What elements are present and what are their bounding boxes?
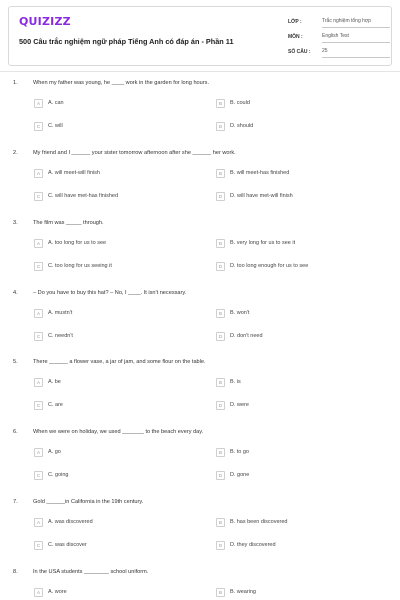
- option-text: A. can: [48, 100, 64, 106]
- meta-key: MÔN :: [288, 34, 303, 40]
- option-letter-box: C: [34, 541, 43, 550]
- option-b[interactable]: [216, 238, 295, 248]
- question-number: 5.: [13, 359, 18, 365]
- option-c[interactable]: [34, 470, 69, 480]
- option-letter-box: C: [34, 262, 43, 271]
- meta-key: SỐ CÂU :: [288, 49, 311, 55]
- option-letter-box: B: [216, 239, 225, 248]
- option-letter-box: C: [34, 471, 43, 480]
- meta-row-question-count: [288, 43, 390, 58]
- option-letter-box: A: [34, 518, 43, 527]
- option-text: D. too long enough for us to see: [230, 263, 309, 269]
- option-b[interactable]: [216, 447, 249, 457]
- option-c[interactable]: [34, 400, 63, 410]
- option-text: C. will: [48, 123, 63, 129]
- option-letter-box: B: [216, 309, 225, 318]
- option-letter-box: D: [216, 541, 225, 550]
- option-text: A. go: [48, 449, 61, 455]
- option-text: C. too long for us seeing it: [48, 263, 112, 269]
- question-number: 1.: [13, 80, 18, 86]
- option-letter-box: A: [34, 309, 43, 318]
- option-a[interactable]: [34, 447, 61, 457]
- meta-value: English Test: [322, 33, 390, 43]
- question-number: 3.: [13, 220, 18, 226]
- option-text: D. they discovered: [230, 542, 276, 548]
- option-text: C. going: [48, 472, 69, 478]
- meta-value: Trắc nghiệm tổng hợp: [322, 18, 390, 28]
- worksheet-header: [8, 6, 392, 66]
- option-text: C. will have met-has finished: [48, 193, 119, 199]
- option-d[interactable]: [216, 331, 263, 341]
- option-letter-box: B: [216, 518, 225, 527]
- option-c[interactable]: [34, 331, 73, 341]
- option-c[interactable]: [34, 261, 112, 271]
- option-text: B. wearing: [230, 589, 256, 595]
- option-a[interactable]: [34, 377, 61, 387]
- question-number: 2.: [13, 150, 18, 156]
- question-number: 7.: [13, 499, 18, 505]
- question-text: When we were on holiday, we used _______ to the beach every day.: [33, 429, 204, 435]
- option-d[interactable]: [216, 191, 293, 201]
- option-text: A. too long for us to see: [48, 240, 107, 246]
- option-text: B. to go: [230, 449, 249, 455]
- option-letter-box: D: [216, 262, 225, 271]
- question-text: In the USA students ________ school uniform.: [33, 569, 149, 575]
- question-number: 6.: [13, 429, 18, 435]
- option-c[interactable]: [34, 540, 87, 550]
- option-a[interactable]: [34, 168, 100, 178]
- option-text: A. be: [48, 379, 61, 385]
- option-text: B. very long for us to see it: [230, 240, 296, 246]
- option-text: C. was discover: [48, 542, 87, 548]
- option-letter-box: B: [216, 448, 225, 457]
- option-letter-box: A: [34, 588, 43, 597]
- option-d[interactable]: [216, 540, 276, 550]
- option-letter-box: D: [216, 471, 225, 480]
- option-letter-box: C: [34, 401, 43, 410]
- option-letter-box: B: [216, 378, 225, 387]
- question-text: Gold ______in California in the 19th century.: [33, 499, 144, 505]
- header-divider: [0, 71, 400, 72]
- option-text: D. gone: [230, 472, 250, 478]
- option-text: D. will have met-will finish: [230, 193, 293, 199]
- option-letter-box: C: [34, 122, 43, 131]
- option-text: A. will meet-will finish: [48, 170, 100, 176]
- question-text: The film was _____ through.: [33, 220, 104, 226]
- question-text: There ______ a flower vase, a jar of jam, and some flour on the table.: [33, 359, 206, 365]
- option-text: C. needn't: [48, 333, 73, 339]
- option-c[interactable]: [34, 121, 63, 131]
- option-a[interactable]: [34, 238, 106, 248]
- option-d[interactable]: [216, 121, 253, 131]
- option-d[interactable]: [216, 400, 249, 410]
- question-text: My friend and I ______ your sister tomorrow afternoon after she ______ her work.: [33, 150, 236, 156]
- quizizz-logo: QUIZIZZ: [19, 15, 71, 28]
- option-letter-box: B: [216, 169, 225, 178]
- option-letter-box: A: [34, 239, 43, 248]
- option-b[interactable]: [216, 587, 256, 597]
- question-number: 8.: [13, 569, 18, 575]
- option-text: B. has been discovered: [230, 519, 288, 525]
- question-text: – Do you have to buy this hat? – No, I ____. It isn't necessary.: [33, 290, 187, 296]
- option-letter-box: B: [216, 99, 225, 108]
- option-text: B. won't: [230, 310, 250, 316]
- option-text: D. don't need: [230, 333, 263, 339]
- option-b[interactable]: [216, 168, 289, 178]
- option-a[interactable]: [34, 517, 93, 527]
- worksheet-title: 500 Câu trắc nghiệm ngữ pháp Tiếng Anh có đáp án - Phần 11: [19, 37, 234, 46]
- option-a[interactable]: [34, 587, 67, 597]
- option-d[interactable]: [216, 261, 308, 271]
- option-text: D. should: [230, 123, 254, 129]
- option-letter-box: C: [34, 332, 43, 341]
- option-text: B. is: [230, 379, 241, 385]
- option-letter-box: B: [216, 588, 225, 597]
- meta-key: LỚP :: [288, 19, 302, 25]
- option-b[interactable]: [216, 98, 250, 108]
- option-text: A. mustn't: [48, 310, 73, 316]
- option-c[interactable]: [34, 191, 118, 201]
- option-a[interactable]: [34, 98, 64, 108]
- option-a[interactable]: [34, 308, 72, 318]
- option-d[interactable]: [216, 470, 249, 480]
- question-text: When my father was young, he ____ work in the garden for long hours.: [33, 80, 209, 86]
- meta-row-subject: [288, 28, 390, 43]
- option-text: C. are: [48, 402, 63, 408]
- option-letter-box: D: [216, 192, 225, 201]
- option-letter-box: C: [34, 192, 43, 201]
- option-letter-box: D: [216, 122, 225, 131]
- meta-value: 25: [322, 48, 390, 58]
- option-letter-box: A: [34, 448, 43, 457]
- option-b[interactable]: [216, 517, 287, 527]
- option-b[interactable]: [216, 377, 241, 387]
- option-letter-box: D: [216, 332, 225, 341]
- meta-row-class: [288, 13, 390, 28]
- worksheet-meta: [288, 13, 390, 58]
- option-letter-box: A: [34, 378, 43, 387]
- option-text: B. will meet-has finished: [230, 170, 290, 176]
- option-letter-box: A: [34, 169, 43, 178]
- option-text: B. could: [230, 100, 250, 106]
- option-b[interactable]: [216, 308, 249, 318]
- question-number: 4.: [13, 290, 18, 296]
- option-letter-box: A: [34, 99, 43, 108]
- option-text: A. was discovered: [48, 519, 93, 525]
- option-letter-box: D: [216, 401, 225, 410]
- option-text: A. wore: [48, 589, 67, 595]
- option-text: D. were: [230, 402, 249, 408]
